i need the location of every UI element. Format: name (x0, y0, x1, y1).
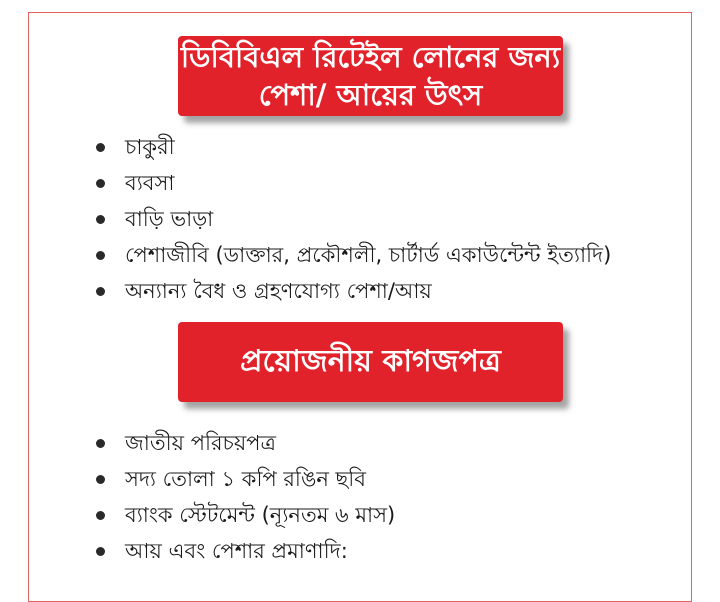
list-item-text: ব্যাংক স্টেটমেন্ট (ন্যূনতম ৬ মাস) (125, 503, 396, 527)
list-item (92, 166, 611, 202)
list-item (92, 426, 395, 462)
bullet-icon (96, 251, 105, 260)
bullet-icon (96, 547, 105, 556)
income-source-list (92, 130, 611, 310)
bullet-icon (96, 439, 105, 448)
list-item (92, 274, 611, 310)
required-documents-list (92, 426, 395, 570)
list-item-text: অন্যান্য বৈধ ও গ্রহণযোগ্য পেশা/আয় (125, 279, 432, 303)
bullet-icon (96, 287, 105, 296)
income-source-title-line-1: ডিবিবিএল রিটেইল লোনের জন্য (180, 40, 561, 74)
required-documents-banner (178, 322, 563, 402)
income-source-title-line-2: পেশা/ আয়ের উৎস (258, 78, 483, 112)
required-documents-title: প্রয়োজনীয় কাগজপত্র (240, 344, 501, 379)
list-item-text: পেশাজীবি (ডাক্তার, প্রকৌশলী, চার্টার্ড একাউন্টেন্ট ইত্যাদি) (125, 243, 612, 267)
bullet-icon (96, 215, 105, 224)
list-item-text: সদ্য তোলা ১ কপি রঙিন ছবি (125, 467, 366, 491)
bullet-icon (96, 511, 105, 520)
list-item-text: চাকুরী (125, 135, 175, 159)
income-source-banner (178, 36, 563, 116)
list-item-text: বাড়ি ভাড়া (125, 207, 214, 231)
list-item-text: জাতীয় পরিচয়পত্র (125, 431, 276, 455)
list-item (92, 202, 611, 238)
list-item (92, 130, 611, 166)
list-item-text: আয় এবং পেশার প্রমাণাদি: (125, 539, 348, 563)
bullet-icon (96, 475, 105, 484)
list-item-text: ব্যবসা (125, 171, 175, 195)
list-item (92, 498, 395, 534)
list-item (92, 238, 611, 274)
list-item (92, 462, 395, 498)
bullet-icon (96, 179, 105, 188)
bullet-icon (96, 143, 105, 152)
list-item (92, 534, 395, 570)
